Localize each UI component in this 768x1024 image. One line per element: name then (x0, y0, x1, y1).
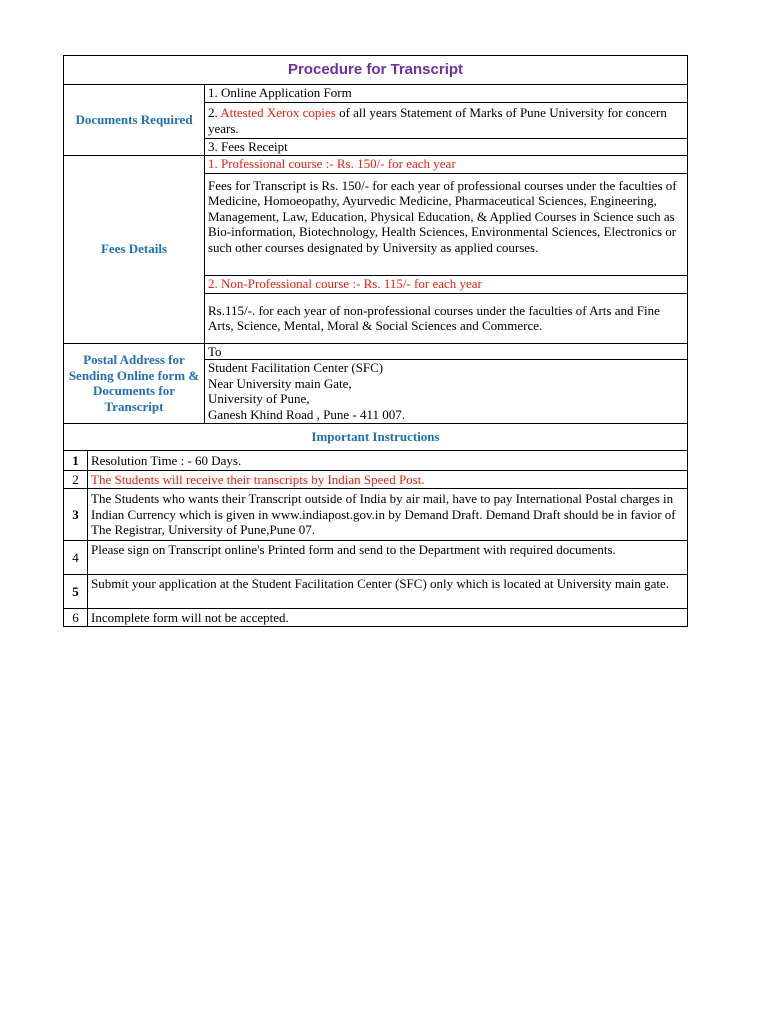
postal-line-1: Student Facilitation Center (SFC) (208, 360, 384, 375)
postal-line-4: Ganesh Khind Road , Pune - 411 007. (208, 406, 406, 422)
nonprofessional-fee-heading: 2. Non-Professional course :- Rs. 115/- for each year (205, 275, 688, 293)
professional-fee-text: Fees for Transcript is Rs. 150/- for each year of professional courses under the faculties of Medicine, Homoeopathy, Ayurvedic Medicine, Pharmaceutical Sciences, Engineering, Management, Law, Education, Physical Education, & Applied Courses in Science such as Bio-information, Biotechnology, Health Sciences, Environmental Sciences, Electronics or such other courses designated by University as applied courses. (205, 173, 688, 275)
postal-address-label: Postal Address for Sending Online form & Documents for Transcript (64, 343, 205, 424)
fees-details-label: Fees Details (64, 155, 205, 343)
document-item-2-highlight: Attested Xerox copies (220, 105, 336, 120)
postal-line-3: University of Pune, (208, 391, 310, 406)
postal-address-block (205, 360, 688, 424)
instruction-number: 1 (64, 451, 88, 471)
document-item-2-prefix: 2. (208, 105, 221, 120)
instruction-text: Please sign on Transcript online's Printed form and send to the Department with required documents. (88, 541, 688, 575)
instruction-number: 5 (64, 575, 88, 609)
instruction-text: Submit your application at the Student Facilitation Center (SFC) only which is located at University main gate. (88, 575, 688, 609)
transcript-procedure-sheet (63, 55, 687, 627)
instructions-table (63, 450, 688, 627)
postal-to: To (205, 343, 688, 360)
document-item-2-rest: of all years Statement of Marks of Pune University for concern years. (208, 105, 667, 136)
instruction-number: 6 (64, 609, 88, 627)
title-cell (64, 56, 688, 85)
instruction-text: Incomplete form will not be accepted. (88, 609, 688, 627)
nonprofessional-fee-text: Rs.115/-. for each year of non-professional courses under the faculties of Arts and Fine Arts, Science, Mental, Moral & Social Sciences and Commerce. (205, 293, 688, 343)
instruction-text: The Students who wants their Transcript outside of India by air mail, have to pay International Postal charges in Indian Currency which is given in www.indiapost.gov.in by Demand Draft. Demand Draft should be in favior of The Registrar, University of Pune,Pune 07. (88, 489, 688, 541)
instruction-number: 4 (64, 541, 88, 575)
documents-required-label: Documents Required (64, 85, 205, 156)
procedure-table (63, 55, 688, 451)
document-item-1: 1. Online Application Form (205, 85, 688, 103)
instruction-text: The Students will receive their transcripts by Indian Speed Post. (88, 471, 688, 489)
important-instructions-heading: Important Instructions (64, 424, 688, 451)
document-item-3: 3. Fees Receipt (205, 139, 688, 156)
document-item-2 (205, 103, 688, 139)
instruction-number: 3 (64, 489, 88, 541)
postal-line-2: Near University main Gate, (208, 375, 352, 391)
page-title: Procedure for Transcript (287, 61, 464, 79)
instruction-text: Resolution Time : - 60 Days. (88, 451, 688, 471)
professional-fee-heading: 1. Professional course :- Rs. 150/- for each year (205, 155, 688, 173)
instruction-number: 2 (64, 471, 88, 489)
